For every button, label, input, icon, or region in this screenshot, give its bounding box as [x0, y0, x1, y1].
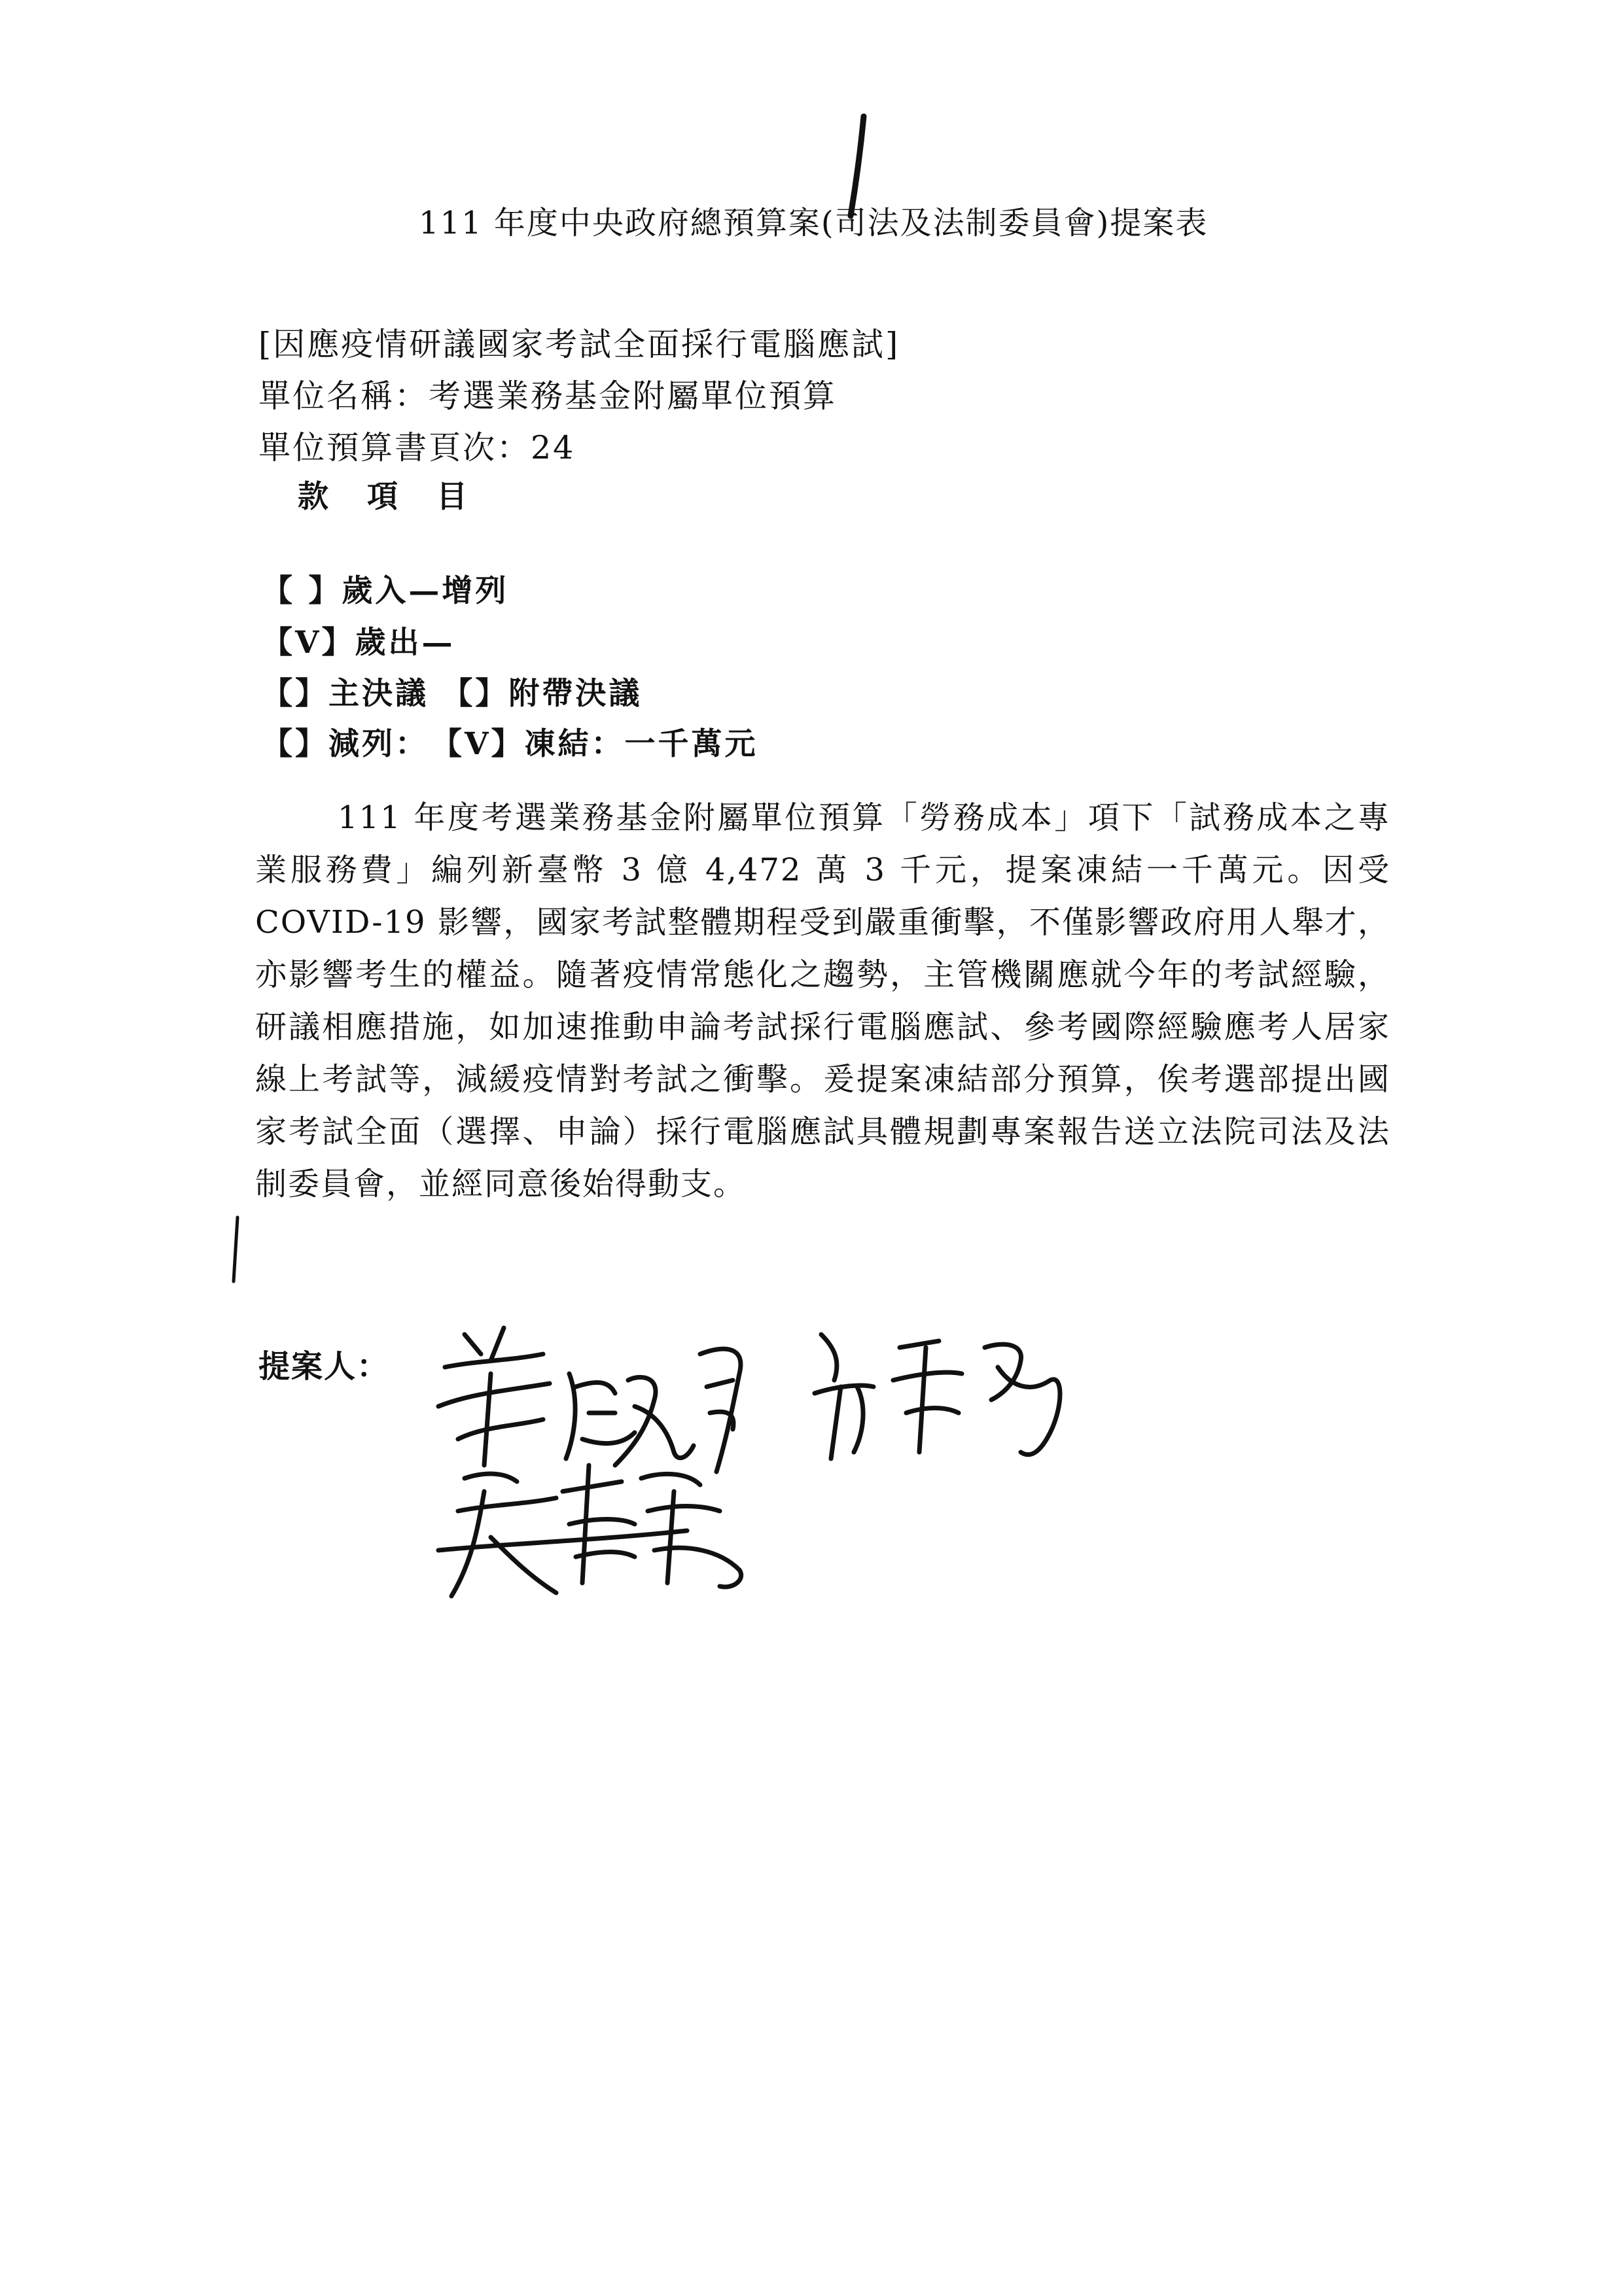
signature-3	[425, 1452, 766, 1609]
proposal-subject: [因應疫情研議國家考試全面採行電腦應試]	[258, 326, 900, 363]
proposer-label: 提案人：	[258, 1348, 390, 1385]
option-cut-freeze: 【】減列： 【V】凍結：一千萬元	[262, 726, 758, 762]
unit-name: 單位名稱：考選業務基金附屬單位預算	[258, 377, 838, 415]
option-revenue-increase: 【 】歲入—增列	[262, 573, 509, 609]
option-resolution-type: 【】主決議 【】附帶決議	[262, 676, 643, 712]
proposal-body-text: 111 年度考選業務基金附屬單位預算「勞務成本」項下「試務成本之專業服務費」編列新臺幣 3 億 4,472 萬 3 千元，提案凍結一千萬元。因受 COVID-19 影響，國家考試整體期程受到嚴重衝擊，不僅影響政府用人舉才，亦影響考生的權益。隨著疫情常態化之趨勢，主管機關應就今年的考試經驗，研議相應措施，如加速推動申論考試採行電腦應試、參考國際經驗應考人居家線上考試等，減緩疫情對考試之衝擊。爰提案凍結部分預算，俟考選部提出國家考試全面（選擇、申論）採行電腦應試具體規劃專案報告送立法院司法及法制委員會，並經同意後始得動支。	[255, 799, 1390, 1202]
item-heading: 款 項 目	[298, 479, 471, 515]
budget-page-number: 單位預算書頁次：24	[258, 429, 576, 466]
document-title: 111 年度中央政府總預算案(司法及法制委員會)提案表	[419, 205, 1209, 241]
signature-2	[795, 1321, 1076, 1472]
margin-handwritten-mark	[226, 1213, 245, 1285]
proposal-body	[255, 791, 1390, 1210]
option-expenditure: 【V】歲出—	[262, 625, 455, 661]
